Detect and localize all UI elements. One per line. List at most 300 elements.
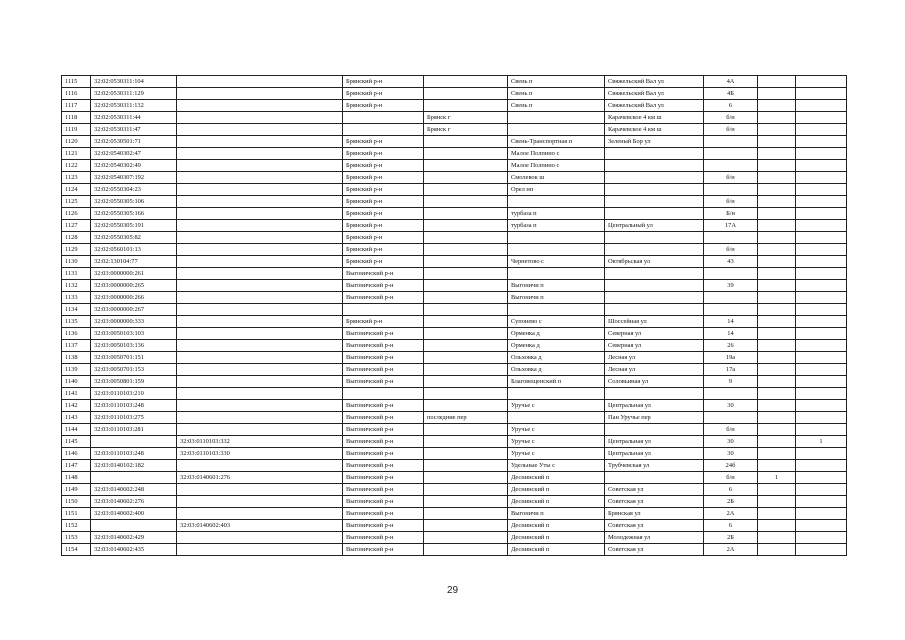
cell-district: Выгоничский р-н [343, 424, 424, 436]
cell-street [605, 472, 704, 484]
cell-settlement [508, 112, 605, 124]
cell-street: Брянская ул [605, 508, 704, 520]
cell-street [605, 292, 704, 304]
cell-row-number: 1131 [62, 268, 91, 280]
cell-related-cadastral-number [177, 88, 343, 100]
cell-building: 19а [704, 352, 758, 364]
cell-extra-b [796, 232, 847, 244]
cell-building: 14 [704, 328, 758, 340]
cell-related-cadastral-number [177, 364, 343, 376]
cell-row-number: 1149 [62, 484, 91, 496]
cell-settlement: Ольховка д [508, 352, 605, 364]
cell-cadastral-number: 32:03:0000000:265 [91, 280, 177, 292]
cell-settlement: Деснинский п [508, 532, 605, 544]
table-row [62, 412, 847, 424]
cell-building [704, 184, 758, 196]
cell-row-number: 1115 [62, 76, 91, 88]
cell-city [424, 484, 508, 496]
cell-settlement: Свень п [508, 88, 605, 100]
cell-related-cadastral-number [177, 508, 343, 520]
cell-settlement: Удельные Уты с [508, 460, 605, 472]
cell-related-cadastral-number [177, 256, 343, 268]
cell-city [424, 352, 508, 364]
registry-table [61, 75, 847, 556]
cell-city [424, 472, 508, 484]
cell-related-cadastral-number [177, 532, 343, 544]
cell-settlement: Орменка д [508, 340, 605, 352]
cell-extra-a [758, 352, 796, 364]
cell-row-number: 1150 [62, 496, 91, 508]
cell-row-number: 1153 [62, 532, 91, 544]
table-row [62, 424, 847, 436]
cell-building [704, 232, 758, 244]
cell-building: 17А [704, 220, 758, 232]
cell-extra-a [758, 244, 796, 256]
cell-row-number: 1123 [62, 172, 91, 184]
cell-row-number: 1126 [62, 208, 91, 220]
cell-extra-a [758, 220, 796, 232]
cell-extra-b [796, 160, 847, 172]
cell-cadastral-number: 32:03:0110103:248 [91, 448, 177, 460]
cell-extra-b [796, 412, 847, 424]
cell-district: Выгоничский р-н [343, 544, 424, 556]
cell-district: Брянский р-н [343, 76, 424, 88]
cell-row-number: 1152 [62, 520, 91, 532]
cell-related-cadastral-number [177, 280, 343, 292]
cell-cadastral-number: 32:02:0530311:44 [91, 112, 177, 124]
cell-extra-a [758, 364, 796, 376]
cell-city [424, 376, 508, 388]
cell-city: Брянск г [424, 112, 508, 124]
cell-cadastral-number: 32:02:0530311:132 [91, 100, 177, 112]
cell-cadastral-number: 32:02:0530501:71 [91, 136, 177, 148]
cell-extra-b [796, 256, 847, 268]
cell-district [343, 388, 424, 400]
cell-street: Карачевское 4 км ш [605, 112, 704, 124]
cell-city [424, 256, 508, 268]
cell-settlement: Деснинский п [508, 484, 605, 496]
cell-related-cadastral-number [177, 172, 343, 184]
cell-extra-b [796, 544, 847, 556]
cell-extra-b [796, 124, 847, 136]
table-row [62, 436, 847, 448]
cell-building: б/н [704, 172, 758, 184]
cell-building [704, 136, 758, 148]
table-row [62, 196, 847, 208]
cell-building: б/н [704, 124, 758, 136]
cell-settlement: Малое Полпино с [508, 160, 605, 172]
cell-city [424, 280, 508, 292]
cell-extra-a [758, 76, 796, 88]
cell-extra-a [758, 196, 796, 208]
cell-extra-a [758, 292, 796, 304]
cell-city [424, 100, 508, 112]
cell-district: Выгоничский р-н [343, 328, 424, 340]
cell-row-number: 1144 [62, 424, 91, 436]
cell-extra-a [758, 496, 796, 508]
cell-district: Выгоничский р-н [343, 292, 424, 304]
cell-district: Брянский р-н [343, 160, 424, 172]
cell-row-number: 1124 [62, 184, 91, 196]
cell-extra-b [796, 400, 847, 412]
cell-extra-b [796, 460, 847, 472]
table-row [62, 220, 847, 232]
cell-settlement [508, 124, 605, 136]
cell-district: Брянский р-н [343, 148, 424, 160]
cell-related-cadastral-number [177, 136, 343, 148]
cell-related-cadastral-number [177, 184, 343, 196]
cell-cadastral-number: 32:03:0110103:210 [91, 388, 177, 400]
cell-row-number: 1120 [62, 136, 91, 148]
cell-street [605, 232, 704, 244]
cell-settlement: Малое Полпино с [508, 148, 605, 160]
cell-related-cadastral-number [177, 328, 343, 340]
cell-settlement: турбаза п [508, 220, 605, 232]
cell-building: 4А [704, 76, 758, 88]
cell-cadastral-number: 32:03:0140602:435 [91, 544, 177, 556]
cell-cadastral-number: 32:03:0140602:248 [91, 484, 177, 496]
cell-city [424, 232, 508, 244]
cell-related-cadastral-number [177, 244, 343, 256]
table-row [62, 124, 847, 136]
table-row [62, 136, 847, 148]
cell-extra-a [758, 484, 796, 496]
cell-street: Трубчевская ул [605, 460, 704, 472]
cell-street: Советская ул [605, 520, 704, 532]
cell-cadastral-number: 32:03:0000000:333 [91, 316, 177, 328]
cell-building [704, 388, 758, 400]
table-row [62, 172, 847, 184]
cell-building: б/н [704, 424, 758, 436]
table-row [62, 88, 847, 100]
cell-street: Шоссейная ул [605, 316, 704, 328]
cell-extra-a [758, 436, 796, 448]
cell-cadastral-number [91, 520, 177, 532]
cell-district: Выгоничский р-н [343, 532, 424, 544]
cell-settlement: Свень п [508, 100, 605, 112]
cell-building: 30 [704, 400, 758, 412]
cell-building [704, 304, 758, 316]
table-row [62, 256, 847, 268]
page-number: 29 [446, 585, 459, 596]
cell-cadastral-number: 32:03:0050701:151 [91, 352, 177, 364]
table-row [62, 388, 847, 400]
cell-cadastral-number: 32:02:0560101:13 [91, 244, 177, 256]
cell-related-cadastral-number [177, 304, 343, 316]
cell-extra-b [796, 496, 847, 508]
cell-city [424, 328, 508, 340]
cell-row-number: 1145 [62, 436, 91, 448]
cell-city [424, 220, 508, 232]
cell-extra-a [758, 340, 796, 352]
cell-row-number: 1129 [62, 244, 91, 256]
cell-row-number: 1136 [62, 328, 91, 340]
cell-related-cadastral-number [177, 484, 343, 496]
cell-street [605, 424, 704, 436]
cell-cadastral-number: 32:03:0000000:266 [91, 292, 177, 304]
cell-extra-a [758, 172, 796, 184]
cell-building: 26 [704, 340, 758, 352]
cell-street: Карачевское 4 км ш [605, 124, 704, 136]
cell-building: 6 [704, 484, 758, 496]
cell-extra-b [796, 328, 847, 340]
cell-extra-b [796, 148, 847, 160]
cell-building: 2Б [704, 532, 758, 544]
cell-row-number: 1154 [62, 544, 91, 556]
cell-settlement [508, 388, 605, 400]
cell-district: Выгоничский р-н [343, 340, 424, 352]
cell-street [605, 304, 704, 316]
cell-extra-b [796, 484, 847, 496]
cell-street [605, 208, 704, 220]
cell-row-number: 1117 [62, 100, 91, 112]
cell-extra-a [758, 160, 796, 172]
cell-settlement: Выгоничи п [508, 280, 605, 292]
cell-extra-b [796, 388, 847, 400]
cell-building [704, 412, 758, 424]
cell-row-number: 1135 [62, 316, 91, 328]
cell-extra-a [758, 400, 796, 412]
cell-extra-b [796, 364, 847, 376]
cell-extra-a [758, 448, 796, 460]
cell-district: Брянский р-н [343, 136, 424, 148]
cell-settlement: Уручье с [508, 436, 605, 448]
cell-building [704, 160, 758, 172]
cell-district: Выгоничский р-н [343, 508, 424, 520]
cell-extra-b [796, 376, 847, 388]
cell-related-cadastral-number [177, 100, 343, 112]
table-row [62, 280, 847, 292]
cell-row-number: 1125 [62, 196, 91, 208]
cell-city [424, 292, 508, 304]
cell-city [424, 448, 508, 460]
cell-cadastral-number [91, 436, 177, 448]
cell-city: Брянск г [424, 124, 508, 136]
table-row [62, 292, 847, 304]
cell-street: Молодежная ул [605, 532, 704, 544]
cell-street [605, 244, 704, 256]
cell-street: Лесная ул [605, 364, 704, 376]
cell-city [424, 340, 508, 352]
cell-city [424, 76, 508, 88]
cell-cadastral-number: 32:03:0140602:429 [91, 532, 177, 544]
table-row [62, 496, 847, 508]
cell-extra-a [758, 112, 796, 124]
cell-extra-a [758, 316, 796, 328]
cell-cadastral-number: 32:03:0000000:261 [91, 268, 177, 280]
cell-related-cadastral-number [177, 424, 343, 436]
cell-building: 30 [704, 436, 758, 448]
cell-related-cadastral-number [177, 232, 343, 244]
cell-street: Центральная ул [605, 400, 704, 412]
cell-extra-a [758, 232, 796, 244]
cell-row-number: 1121 [62, 148, 91, 160]
cell-extra-b [796, 184, 847, 196]
cell-building: 14 [704, 316, 758, 328]
cell-street: Свяжельский Вал ул [605, 100, 704, 112]
cell-row-number: 1138 [62, 352, 91, 364]
cell-city [424, 400, 508, 412]
cell-extra-a [758, 100, 796, 112]
cell-row-number: 1139 [62, 364, 91, 376]
cell-district: Выгоничский р-н [343, 376, 424, 388]
cell-extra-a [758, 376, 796, 388]
cell-street: Октябрьская ул [605, 256, 704, 268]
cell-street: Соловьиная ул [605, 376, 704, 388]
table-row [62, 112, 847, 124]
cell-building: 2А [704, 544, 758, 556]
cell-settlement: Благовещенский п [508, 376, 605, 388]
cell-street: Центральный ул [605, 220, 704, 232]
cell-extra-b [796, 88, 847, 100]
cell-related-cadastral-number: 32:03:0140602:403 [177, 520, 343, 532]
cell-related-cadastral-number [177, 292, 343, 304]
table-row [62, 316, 847, 328]
cell-district: Выгоничский р-н [343, 364, 424, 376]
cell-related-cadastral-number: 32:03:0110103:332 [177, 436, 343, 448]
cell-building: б/н [704, 472, 758, 484]
cell-building: Б/н [704, 208, 758, 220]
cell-extra-b [796, 196, 847, 208]
cell-extra-a [758, 328, 796, 340]
cell-street: Центральная ул [605, 448, 704, 460]
cell-building: б/н [704, 196, 758, 208]
cell-street: Советская ул [605, 496, 704, 508]
cell-row-number: 1119 [62, 124, 91, 136]
cell-settlement: Орел нп [508, 184, 605, 196]
table-row [62, 148, 847, 160]
cell-district: Брянский р-н [343, 220, 424, 232]
cell-street [605, 268, 704, 280]
cell-extra-a [758, 412, 796, 424]
cell-related-cadastral-number [177, 340, 343, 352]
cell-settlement: Свень-Транспортная п [508, 136, 605, 148]
cell-settlement [508, 412, 605, 424]
cell-building: 24б [704, 460, 758, 472]
table-row [62, 508, 847, 520]
cell-district: Брянский р-н [343, 316, 424, 328]
cell-extra-a [758, 124, 796, 136]
cell-row-number: 1140 [62, 376, 91, 388]
cell-related-cadastral-number [177, 460, 343, 472]
cell-district [343, 124, 424, 136]
cell-row-number: 1128 [62, 232, 91, 244]
cell-settlement [508, 244, 605, 256]
cell-district: Выгоничский р-н [343, 496, 424, 508]
cell-related-cadastral-number [177, 208, 343, 220]
cell-cadastral-number: 32:03:0140602:276 [91, 496, 177, 508]
cell-cadastral-number: 32:02:0540302:49 [91, 160, 177, 172]
cell-settlement: Деснинский п [508, 520, 605, 532]
cell-settlement: Деснинский п [508, 544, 605, 556]
cell-row-number: 1151 [62, 508, 91, 520]
cell-row-number: 1134 [62, 304, 91, 316]
cell-city [424, 244, 508, 256]
cell-extra-b [796, 292, 847, 304]
cell-district: Выгоничский р-н [343, 460, 424, 472]
table-row [62, 520, 847, 532]
cell-settlement [508, 232, 605, 244]
table-row [62, 232, 847, 244]
cell-related-cadastral-number [177, 160, 343, 172]
cell-related-cadastral-number [177, 376, 343, 388]
cell-cadastral-number: 32:02:0530311:104 [91, 76, 177, 88]
cell-extra-a [758, 460, 796, 472]
cell-city [424, 88, 508, 100]
cell-row-number: 1141 [62, 388, 91, 400]
cell-extra-b [796, 316, 847, 328]
cell-extra-a [758, 544, 796, 556]
cell-row-number: 1122 [62, 160, 91, 172]
cell-extra-b [796, 280, 847, 292]
cell-building: 39 [704, 280, 758, 292]
cell-settlement: Деснинский п [508, 472, 605, 484]
cell-extra-b [796, 352, 847, 364]
table-row [62, 244, 847, 256]
table-row [62, 184, 847, 196]
cell-street: Свяжельский Вал ул [605, 88, 704, 100]
cell-extra-a [758, 520, 796, 532]
cell-cadastral-number: 32:02:0540307:192 [91, 172, 177, 184]
cell-related-cadastral-number: 32:03:0110103:330 [177, 448, 343, 460]
cell-district: Брянский р-н [343, 256, 424, 268]
cell-building: 2А [704, 508, 758, 520]
cell-settlement [508, 304, 605, 316]
cell-street [605, 184, 704, 196]
cell-district: Выгоничский р-н [343, 520, 424, 532]
cell-extra-b [796, 472, 847, 484]
cell-district: Выгоничский р-н [343, 268, 424, 280]
cell-row-number: 1143 [62, 412, 91, 424]
cell-settlement: Ольховка д [508, 364, 605, 376]
cell-extra-b [796, 268, 847, 280]
cell-row-number: 1133 [62, 292, 91, 304]
cell-street: Советская ул [605, 544, 704, 556]
table-row [62, 304, 847, 316]
cell-district: Выгоничский р-н [343, 472, 424, 484]
cell-cadastral-number: 32:02:0550305:191 [91, 220, 177, 232]
cell-district: Выгоничский р-н [343, 448, 424, 460]
cell-extra-b [796, 172, 847, 184]
cell-building: 30 [704, 448, 758, 460]
table-row [62, 268, 847, 280]
cell-cadastral-number: 32:02:0530311:47 [91, 124, 177, 136]
cell-cadastral-number: 32:03:0110103:275 [91, 412, 177, 424]
cell-street [605, 172, 704, 184]
cell-row-number: 1118 [62, 112, 91, 124]
cell-building: 6 [704, 100, 758, 112]
table-row [62, 544, 847, 556]
cell-settlement: Выгоничи п [508, 508, 605, 520]
cell-extra-b [796, 100, 847, 112]
cell-related-cadastral-number [177, 352, 343, 364]
cell-city [424, 304, 508, 316]
cell-extra-b [796, 448, 847, 460]
cell-row-number: 1116 [62, 88, 91, 100]
cell-extra-b [796, 508, 847, 520]
cell-building [704, 268, 758, 280]
cell-city [424, 208, 508, 220]
cell-district: Брянский р-н [343, 232, 424, 244]
cell-cadastral-number [91, 472, 177, 484]
cell-city [424, 160, 508, 172]
cell-cadastral-number: 32:03:0050801:159 [91, 376, 177, 388]
cell-extra-b [796, 76, 847, 88]
cell-settlement: Выгоничи п [508, 292, 605, 304]
cell-cadastral-number: 32:03:0050701:153 [91, 364, 177, 376]
cell-street: Зеленый Бор ул [605, 136, 704, 148]
cell-extra-a [758, 304, 796, 316]
